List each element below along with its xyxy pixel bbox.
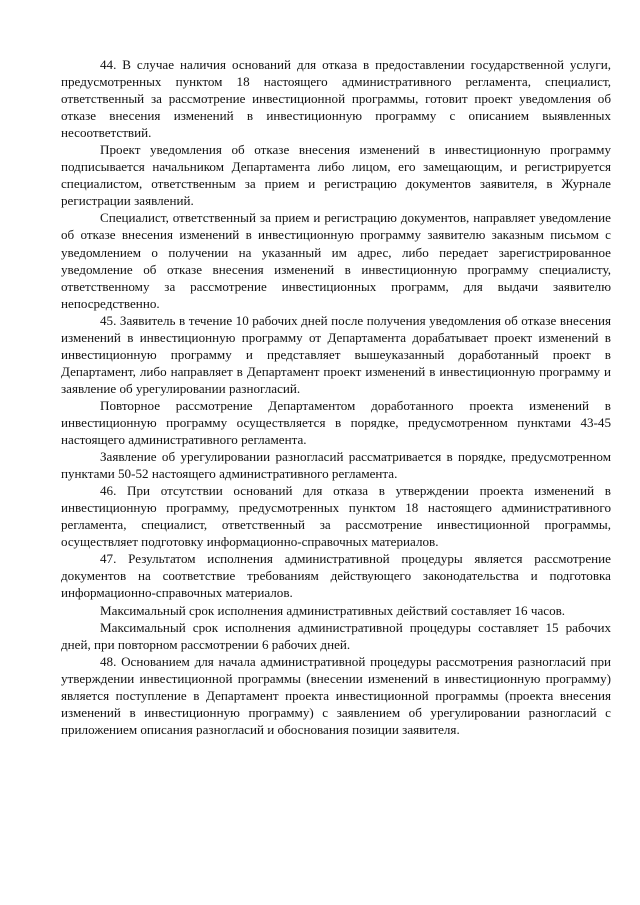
paragraph-disagreement-statement: Заявление об урегулировании разногласий рассматривается в порядке, предусмотренном пунктами 50-52 настоящего административного регламента. [61, 449, 611, 482]
paragraph-48: 48. Основанием для начала административной процедуры рассмотрения разногласий при утверждении инвестиционной программы (внесении изменений в инвестиционную программу) является поступление в Департамент проекта инвестиционной программы (проекта внесения изменений в инвестиционную программу) с заявлением об урегулировании разногласий с приложением описания разногласий и обоснования позиции заявителя. [61, 653, 611, 737]
paragraph-max-actions-term: Максимальный срок исполнения административных действий составляет 16 часов. [100, 602, 566, 618]
paragraph-45: 45. Заявитель в течение 10 рабочих дней после получения уведомления об отказе внесения изменений в инвестиционную программу от Департамента дорабатывает проект изменений в инвестиционную программу и представляет вышеуказанный доработанный проект в Департамент, либо направляет в Департамент проект изменений в инвестиционную программу и заявление об урегулировании разногласий. [61, 312, 611, 396]
paragraph-47: 47. Результатом исполнения административной процедуры является рассмотрение документов на соответствие требованиям действующего законодательства и подготовка информационно-справочных материалов. [61, 551, 611, 601]
paragraph-44: 44. В случае наличия оснований для отказа в предоставлении государственной услуги, предусмотренных пунктом 18 настоящего административного регламента, специалист, ответственный за рассмотрение инвестиционной программы, готовит проект уведомления об отказе внесения изменений в инвестиционную программу с описанием выявленных несоответствий. [61, 57, 611, 141]
paragraph-max-procedure-term: Максимальный срок исполнения административной процедуры составляет 15 рабочих дней, при повторном рассмотрении 6 рабочих дней. [61, 619, 611, 652]
document-body [61, 56, 611, 738]
paragraph-notice-sending: Специалист, ответственный за прием и регистрацию документов, направляет уведомление об отказе внесения изменений в инвестиционную программу заявителю заказным письмом с уведомлением о получении на указанный им адрес, либо передает зарегистрированное уведомление об отказе внесения изменений в инвестиционную программу специалисту, ответственному за рассмотрение инвестиционных программ, для выдачи заявителю непосредственно. [61, 210, 611, 311]
paragraph-notice-signing: Проект уведомления об отказе внесения изменений в инвестиционную программу подписывается начальником Департамента либо лицом, его замещающим, и регистрируется специалистом, ответственным за прием и регистрацию документов заявителя, в Журнале регистрации заявлений. [61, 142, 611, 209]
paragraph-46: 46. При отсутствии оснований для отказа в утверждении проекта изменений в инвестиционную программу, предусмотренных пунктом 18 настоящего административного регламента, специалист, ответственный за рассмотрение инвестиционной программы, осуществляет подготовку информационно-справочных материалов. [61, 483, 611, 550]
paragraph-repeat-review: Повторное рассмотрение Департаментом доработанного проекта изменений в инвестиционную программу осуществляется в порядке, предусмотренном пунктами 43-45 настоящего административного регламента. [61, 397, 611, 448]
